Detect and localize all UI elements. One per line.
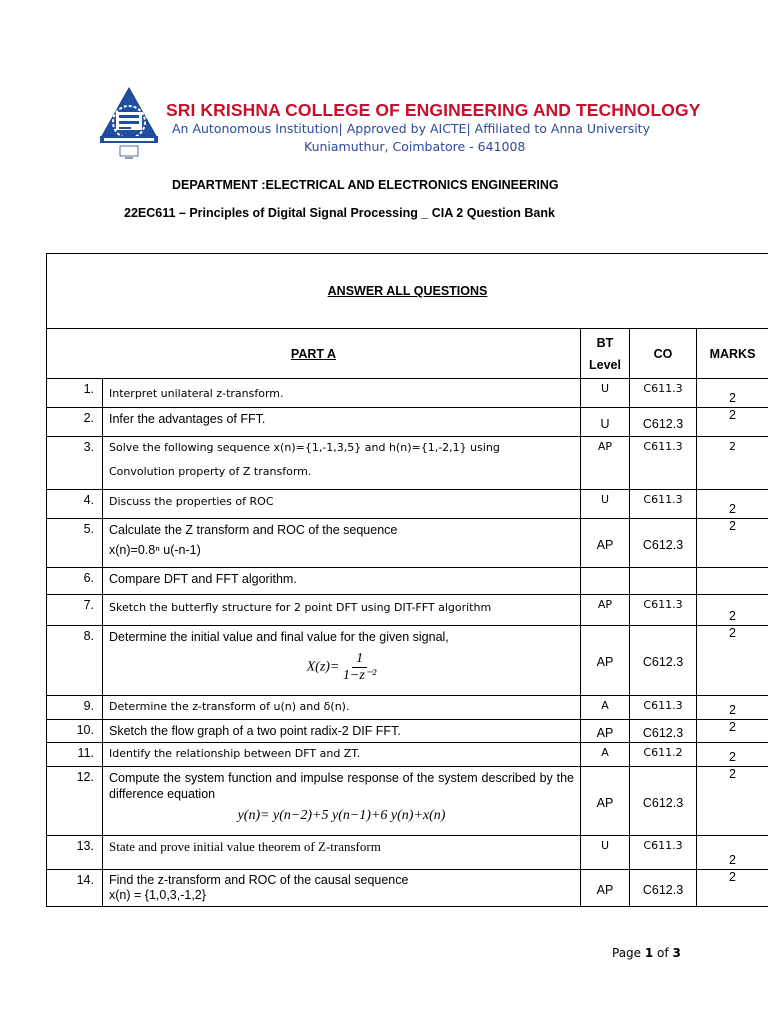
- table-row: [47, 743, 768, 767]
- bt-level: AP: [581, 437, 630, 490]
- college-affiliation: An Autonomous Institution| Approved by AICTE| Affiliated to Anna University: [172, 121, 650, 136]
- table-row: [47, 408, 768, 437]
- formula: y(n)= y(n−2)+5 y(n−1)+6 y(n)+x(n): [237, 808, 446, 823]
- table-row: [47, 720, 768, 743]
- question-text: Identify the relationship between DFT and ZT.: [103, 743, 581, 767]
- question-number: 11.: [47, 743, 103, 767]
- formula: X(z)= $\frac{1}{\text{1−z⁻²}}$: [306, 651, 377, 683]
- question-number: 6.: [47, 568, 103, 595]
- co-value: C612.3: [630, 767, 697, 836]
- marks-value: 2: [697, 743, 768, 767]
- bt-level-header: BT Level: [581, 329, 630, 379]
- table-row: [47, 437, 768, 490]
- co-header: CO: [630, 329, 697, 379]
- college-name: SRI KRISHNA COLLEGE OF ENGINEERING AND TECHNOLOGY: [166, 100, 701, 120]
- bt-level: A: [581, 743, 630, 767]
- question-text: Discuss the properties of ROC: [103, 490, 581, 519]
- co-value: [630, 568, 697, 595]
- question-text: Infer the advantages of FFT.: [103, 408, 581, 437]
- co-value: C611.3: [630, 490, 697, 519]
- question-number: 5.: [47, 519, 103, 568]
- page-number: Page 1 of 3: [612, 946, 681, 960]
- co-value: C611.3: [630, 379, 697, 408]
- bt-level: A: [581, 696, 630, 720]
- table-row: [47, 767, 768, 836]
- bt-level: AP: [581, 767, 630, 836]
- co-value: C611.2: [630, 743, 697, 767]
- question-table: [46, 253, 768, 907]
- co-value: C611.3: [630, 437, 697, 490]
- table-row: [47, 490, 768, 519]
- question-text: Sketch the flow graph of a two point radix-2 DIF FFT.: [103, 720, 581, 743]
- college-address: Kuniamuthur, Coimbatore - 641008: [304, 139, 526, 154]
- question-number: 10.: [47, 720, 103, 743]
- question-number: 4.: [47, 490, 103, 519]
- question-text: Compare DFT and FFT algorithm.: [103, 568, 581, 595]
- question-number: 13.: [47, 836, 103, 870]
- college-logo: [98, 86, 160, 162]
- co-value: C612.3: [630, 870, 697, 907]
- table-row: [47, 519, 768, 568]
- co-value: C612.3: [630, 408, 697, 437]
- bt-level: U: [581, 408, 630, 437]
- co-value: C612.3: [630, 720, 697, 743]
- co-value: C611.3: [630, 836, 697, 870]
- question-text: Calculate the Z transform and ROC of the sequence x(n)=0.8ⁿ u(-n-1): [103, 519, 581, 568]
- co-value: C611.3: [630, 696, 697, 720]
- question-number: 12.: [47, 767, 103, 836]
- marks-header: MARKS: [697, 329, 768, 379]
- question-text: Find the z-transform and ROC of the causal sequence x(n) = {1,0,3,-1,2}: [103, 870, 581, 907]
- marks-value: 2: [697, 408, 768, 437]
- co-value: C611.3: [630, 595, 697, 626]
- course-title: 22EC611 – Principles of Digital Signal Processing _ CIA 2 Question Bank: [124, 206, 555, 220]
- table-row: [47, 595, 768, 626]
- table-row: [47, 626, 768, 696]
- co-value: C612.3: [630, 519, 697, 568]
- marks-value: 2: [697, 696, 768, 720]
- marks-value: 2: [697, 720, 768, 743]
- marks-value: 2: [697, 437, 768, 490]
- marks-value: 2: [697, 595, 768, 626]
- question-number: 3.: [47, 437, 103, 490]
- bt-level: U: [581, 836, 630, 870]
- bt-level: AP: [581, 595, 630, 626]
- table-header-row: [47, 329, 768, 379]
- question-text: Determine the initial value and final value for the given signal, X(z)= $\frac{1}{\text{1−z⁻²}}$: [103, 626, 581, 696]
- marks-value: 2: [697, 379, 768, 408]
- question-number: 14.: [47, 870, 103, 907]
- bt-level: AP: [581, 870, 630, 907]
- question-number: 9.: [47, 696, 103, 720]
- department-title: DEPARTMENT :ELECTRICAL AND ELECTRONICS ENGINEERING: [172, 178, 559, 192]
- marks-value: 2: [697, 836, 768, 870]
- question-number: 1.: [47, 379, 103, 408]
- marks-value: 2: [697, 626, 768, 696]
- table-row: [47, 696, 768, 720]
- table-row: [47, 379, 768, 408]
- answer-all-label: ANSWER ALL QUESTIONS: [327, 284, 488, 298]
- question-text: State and prove initial value theorem of Z-transform: [103, 836, 581, 870]
- marks-value: [697, 568, 768, 595]
- question-number: 8.: [47, 626, 103, 696]
- question-number: 7.: [47, 595, 103, 626]
- question-text: Interpret unilateral z-transform.: [103, 379, 581, 408]
- question-text: Solve the following sequence x(n)={1,-1,3,5} and h(n)={1,-2,1} using Convolution property of Z transform.: [103, 437, 581, 490]
- answer-all-header: [47, 254, 768, 329]
- bt-level: AP: [581, 720, 630, 743]
- question-text: Compute the system function and impulse response of the system described by the difference equation y(n)= y(n−2)+5 y(n−1)+6 y(n)+x(n): [103, 767, 581, 836]
- question-text: Sketch the butterfly structure for 2 point DFT using DIT-FFT algorithm: [103, 595, 581, 626]
- question-text: Determine the z-transform of u(n) and δ(n).: [103, 696, 581, 720]
- bt-level: AP: [581, 519, 630, 568]
- bt-level: U: [581, 490, 630, 519]
- marks-value: 2: [697, 519, 768, 568]
- question-number: 2.: [47, 408, 103, 437]
- co-value: C612.3: [630, 626, 697, 696]
- table-row: [47, 568, 768, 595]
- marks-value: 2: [697, 767, 768, 836]
- table-row: [47, 870, 768, 907]
- part-a-header: PART A: [47, 329, 581, 379]
- marks-value: 2: [697, 490, 768, 519]
- bt-level: U: [581, 379, 630, 408]
- table-row: [47, 836, 768, 870]
- marks-value: 2: [697, 870, 768, 907]
- bt-level: [581, 568, 630, 595]
- bt-level: AP: [581, 626, 630, 696]
